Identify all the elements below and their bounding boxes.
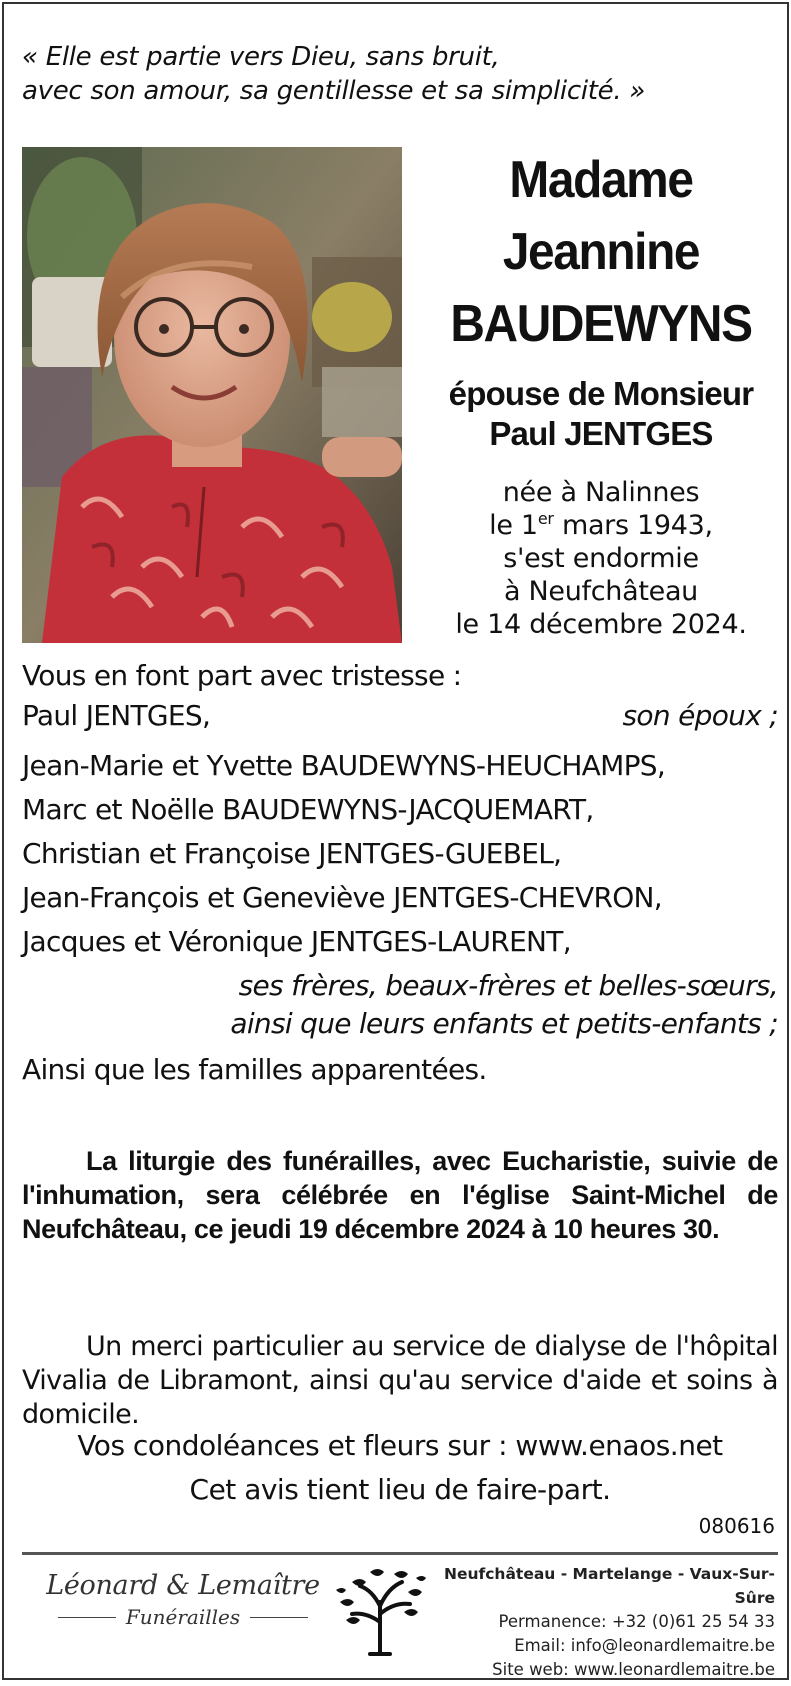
- deceased-first-name: Jeannine: [502, 223, 700, 281]
- contact-email: Email: info@leonardlemaitre.be: [514, 1636, 775, 1655]
- notice-line: Cet avis tient lieu de faire-part.: [189, 1473, 611, 1506]
- siblings-role-1: ses frères, beaux-frères et belles-sœurs,: [238, 969, 778, 1002]
- related-families: Ainsi que les familles apparentées.: [22, 1053, 487, 1086]
- obituary-notice: [2, 2, 789, 1680]
- funeral-home-name: Léonard & Lemaître: [46, 1570, 320, 1601]
- funeral-home-logo: [38, 1570, 328, 1629]
- birth-date: le 1er mars 1943,: [489, 509, 713, 541]
- death-place: à Neufchâteau: [503, 576, 698, 607]
- husband-name: Paul JENTGES,: [22, 699, 211, 732]
- footer-divider: [22, 1552, 778, 1555]
- husband-line: [22, 696, 778, 736]
- contact-website: Site web: www.leonardlemaitre.be: [492, 1660, 775, 1679]
- funeral-home-towns: Neufchâteau - Martelange - Vaux-Sur-Sûre: [443, 1565, 775, 1607]
- sibling-line: Christian et Françoise JENTGES-GUEBEL,: [22, 837, 562, 870]
- quote-line-2: avec son amour, sa gentillesse et sa simplicité. »: [22, 76, 646, 106]
- death-date: le 14 décembre 2024.: [455, 609, 747, 640]
- siblings-role-2: ainsi que leurs enfants et petits-enfants ;: [230, 1007, 778, 1040]
- funeral-home-subtitle: Funérailles: [125, 1605, 241, 1629]
- spouse-line-1: épouse de Monsieur: [448, 375, 754, 412]
- condolences-line: Vos condoléances et fleurs sur : www.enaos.net: [77, 1429, 723, 1462]
- sibling-line: Jean-François et Geneviève JENTGES-CHEVRON,: [22, 881, 662, 914]
- spouse-info: [416, 374, 786, 454]
- tree-icon: [330, 1562, 430, 1658]
- husband-role: son époux ;: [622, 699, 778, 732]
- deceased-title: Madame: [509, 151, 693, 209]
- funeral-liturgy-text: La liturgie des funérailles, avec Eucharistie, suivie de l'inhumation, sera célébrée en l'église Saint-Michel de Neufchâteau, ce jeudi 19 décembre 2024 à 10 heures 30.: [22, 1146, 778, 1244]
- sibling-line: Jacques et Véronique JENTGES-LAURENT,: [22, 925, 571, 958]
- sibling-line: Marc et Noëlle BAUDEWYNS-JACQUEMART,: [22, 793, 594, 826]
- quote-line-1: « Elle est partie vers Dieu, sans bruit,: [22, 42, 500, 72]
- thanks-text: Un merci particulier au service de dialyse de l'hôpital Vivalia de Libramont, ainsi qu'au service d'aide et soins à domicile.: [22, 1331, 778, 1430]
- spouse-line-2: Paul JENTGES: [489, 415, 713, 452]
- family-intro: Vous en font part avec tristesse :: [22, 659, 462, 692]
- funeral-home-contact: [435, 1562, 775, 1680]
- birth-place: née à Nalinnes: [502, 477, 700, 508]
- deceased-info: [416, 144, 786, 641]
- death-line: s'est endormie: [503, 543, 699, 574]
- portrait-photo: [22, 147, 402, 643]
- sibling-line: Jean-Marie et Yvette BAUDEWYNS-HEUCHAMPS,: [22, 749, 666, 782]
- notice-code: 080616: [698, 1514, 775, 1538]
- deceased-last-name: BAUDEWYNS: [450, 295, 752, 353]
- birth-death-info: [416, 476, 786, 641]
- epigraph-quote: [22, 40, 762, 108]
- permanence-phone: Permanence: +32 (0)61 25 54 33: [498, 1612, 775, 1631]
